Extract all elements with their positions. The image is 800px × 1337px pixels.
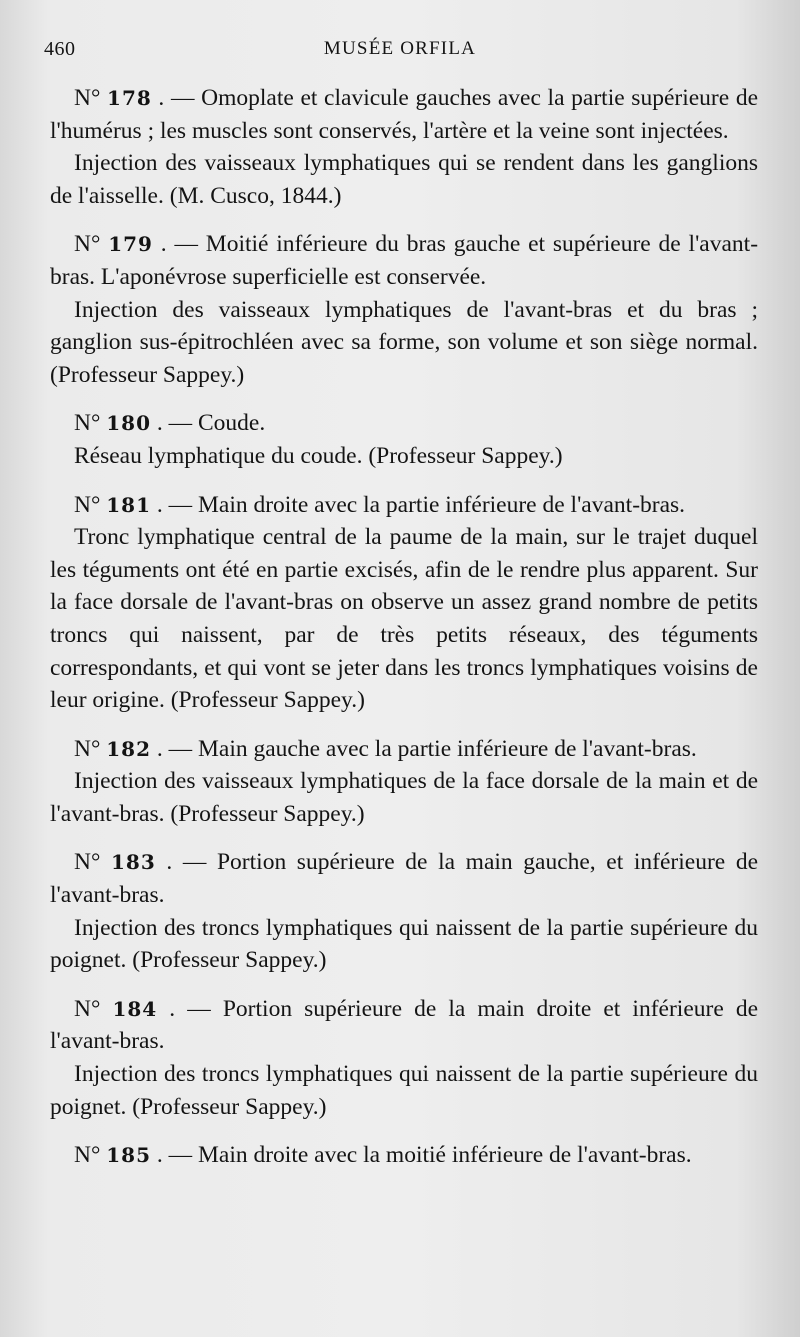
page-body <box>50 82 758 1188</box>
entry-description: Injection des troncs lymphatiques qui naissent de la partie supérieure du poignet. (Professeur Sappey.) <box>50 914 758 974</box>
entry-prefix: N° <box>74 735 101 762</box>
entry-number: 181 <box>106 492 151 517</box>
entry-heading <box>50 1139 758 1172</box>
entry-heading <box>50 993 758 1058</box>
entry-heading <box>50 82 758 147</box>
entry-title: Coude. <box>198 410 266 437</box>
entry-number: 178 <box>107 86 152 110</box>
running-title: MUSÉE ORFILA <box>323 38 477 59</box>
entry-title: Main droite avec la partie inférieure de l'avant-bras. <box>198 491 686 518</box>
entry-dash: . — <box>152 231 206 258</box>
entry-heading <box>50 733 758 766</box>
entry-title: Main gauche avec la partie inférieure de l'avant-bras. <box>198 735 697 762</box>
entry-dash: . — <box>151 1142 198 1169</box>
entry-dash: . — <box>151 491 198 518</box>
entry-prefix: N° <box>74 85 101 111</box>
entry-heading <box>50 846 758 911</box>
entry-number: 180 <box>106 411 151 436</box>
entry-prefix: N° <box>74 849 101 876</box>
catalog-entry-184 <box>50 993 758 1123</box>
entry-prefix: N° <box>74 995 101 1022</box>
catalog-entry-178 <box>50 82 758 212</box>
entry-description: Injection des vaisseaux lymphatiques de la face dorsale de la main et de l'avant-bras. (Professeur Sappey.) <box>50 768 758 827</box>
entry-description: Injection des vaisseaux lymphatiques de l'avant-bras et du bras ; ganglion sus-épitrochléen avec sa forme, son volume et son siège normal. (Professeur Sappey.) <box>50 296 758 388</box>
entry-heading <box>50 228 758 293</box>
entry-title: Portion supérieure de la main gauche, et inférieure de l'avant-bras. <box>50 849 759 909</box>
entry-prefix: N° <box>74 491 101 518</box>
catalog-entry-179 <box>50 228 758 391</box>
entry-prefix: N° <box>74 410 101 437</box>
entry-dash: . — <box>151 735 198 762</box>
entry-title: Omoplate et clavicule gauches avec la partie supérieure de l'humérus ; les muscles sont conservés, l'artère et la veine sont injectées. <box>50 85 759 144</box>
entry-prefix: N° <box>74 1142 101 1169</box>
catalog-entry-181 <box>50 489 758 717</box>
page-header <box>44 32 756 62</box>
catalog-entry-183 <box>50 846 758 976</box>
entry-heading <box>50 407 758 440</box>
entry-description: Injection des troncs lymphatiques qui naissent de la partie supérieure du poignet. (Professeur Sappey.) <box>50 1061 758 1120</box>
catalog-entry-185 <box>50 1139 758 1172</box>
page-number: 460 <box>44 38 76 60</box>
entry-dash: . — <box>157 995 223 1022</box>
entry-number: 184 <box>112 996 158 1021</box>
entry-dash: . — <box>155 849 217 876</box>
entry-dash: . — <box>151 85 202 111</box>
entry-description: Réseau lymphatique du coude. (Professeur Sappey.) <box>74 442 563 469</box>
catalog-entry-182 <box>50 733 758 831</box>
entry-number: 183 <box>111 850 156 875</box>
entry-number: 179 <box>108 232 153 257</box>
entry-description: Tronc lymphatique central de la paume de la main, sur le trajet duquel les téguments ont été en partie excisés, afin de le rendre plus apparent. Sur la face dorsale de l'avant-bras on observe un assez grand nombre de petits troncs qui naissent, par de très petits réseaux, des téguments correspondants, et qui vont se jeter dans les troncs lymphatiques voisins de leur origine. (Professeur Sappey.) <box>50 524 758 714</box>
entry-title: Portion supérieure de la main droite et inférieure de l'avant-bras. <box>50 995 759 1055</box>
catalog-entry-180 <box>50 407 758 472</box>
entry-dash: . — <box>151 410 198 437</box>
entry-number: 185 <box>106 1143 151 1168</box>
entry-number: 182 <box>106 736 151 761</box>
entry-title: Moitié inférieure du bras gauche et supérieure de l'avant-bras. L'aponévrose superficielle est conservée. <box>50 231 759 290</box>
entry-description: Injection des vaisseaux lymphatiques qui se rendent dans les ganglions de l'aisselle. (M. Cusco, 1844.) <box>50 150 758 209</box>
entry-prefix: N° <box>74 231 101 258</box>
entry-heading <box>50 489 758 522</box>
entry-title: Main droite avec la moitié inférieure de l'avant-bras. <box>198 1142 692 1169</box>
